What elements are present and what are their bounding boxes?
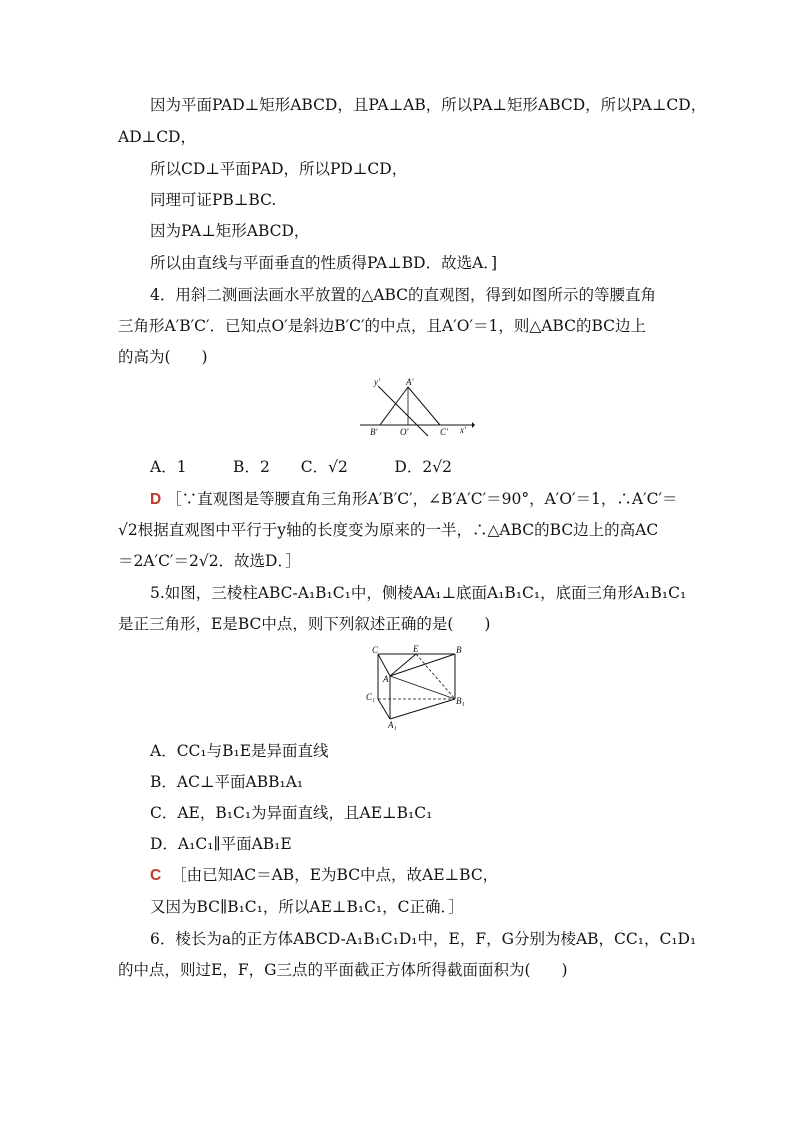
- segment-ab1: [390, 676, 455, 699]
- option-b: B．AC⊥平面ABB₁A₁: [150, 773, 304, 791]
- label-a: A: [383, 674, 389, 684]
- text-line: 同理可证PB⊥BC.: [150, 191, 277, 209]
- edge-ab: [390, 654, 455, 676]
- label-b1: B₁: [456, 696, 465, 706]
- label-c1: C₁: [366, 692, 376, 702]
- label-c: C′: [440, 427, 448, 437]
- oblique-projection-figure: [360, 378, 475, 440]
- answer-line-4: [150, 488, 678, 511]
- text-line: 因为平面PAD⊥矩形ABCD，且PA⊥AB，所以PA⊥矩形ABCD，所以PA⊥CD，: [150, 96, 707, 114]
- answer-4-text: ［∵直观图是等腰直角三角形A′B′C′，∠B′A′C′＝90°，A′O′＝1，∴A′C′＝: [166, 490, 678, 508]
- label-b: B: [456, 645, 462, 655]
- edge-a1b1: [390, 699, 455, 719]
- question-4-stem: 的高为( ): [118, 348, 208, 366]
- question-6-stem: 的中点，则过E，F，G三点的平面截正方体所得截面面积为( ): [118, 961, 568, 979]
- label-e: E: [413, 644, 419, 654]
- answer-line-5: [150, 864, 498, 887]
- option-d: D．A₁C₁∥平面AB₁E: [150, 835, 292, 853]
- text-line: 所以由直线与平面垂直的性质得PA⊥BD．故选A．]: [150, 254, 498, 272]
- question-4-options: A．1 B．2 C．√2 D．2√2: [150, 458, 452, 476]
- text-line: 所以CD⊥平面PAD，所以PD⊥CD，: [150, 160, 408, 178]
- question-5-stem: 是正三角形，E是BC中点，则下列叙述正确的是( ): [118, 615, 491, 633]
- question-4-stem: 4．用斜二测画法画水平放置的△ABC的直观图，得到如图所示的等腰直角: [150, 286, 657, 304]
- label-a1: A₁: [388, 720, 397, 730]
- prism-figure: [360, 644, 470, 732]
- text-line: ＝2A′C′＝2√2．故选D．］: [118, 552, 301, 570]
- label-y: y′: [374, 378, 380, 387]
- side-a-c: [408, 387, 440, 425]
- answer-4-letter: D: [150, 491, 162, 508]
- text-line: AD⊥CD，: [118, 128, 196, 146]
- text-line: 因为PA⊥矩形ABCD，: [150, 222, 310, 240]
- edge-ca: [378, 654, 390, 676]
- text-line: √2根据直观图中平行于y轴的长度变为原来的一半，∴△ABC的BC边上的高AC: [118, 521, 659, 539]
- label-c: C: [372, 645, 379, 655]
- question-6-stem: 6．棱长为a的正方体ABCD-A₁B₁C₁D₁中，E，F，G分别为棱AB，CC₁，C₁D₁: [150, 930, 697, 948]
- option-a: A．CC₁与B₁E是异面直线: [150, 742, 329, 760]
- option-c: C．AE，B₁C₁为异面直线，且AE⊥B₁C₁: [150, 804, 433, 822]
- answer-5-text: ［由已知AC＝AB，E为BC中点，故AE⊥BC，: [171, 866, 499, 884]
- label-b: B′: [370, 427, 378, 437]
- label-x: x′: [460, 425, 466, 435]
- label-a: A′: [406, 378, 414, 387]
- question-5-stem: 5.如图，三棱柱ABC-A₁B₁C₁中，侧棱AA₁⊥底面A₁B₁C₁，底面三角形A₁B₁C₁: [150, 584, 687, 602]
- text-line: 又因为BC∥B₁C₁，所以AE⊥B₁C₁，C正确．］: [150, 898, 464, 916]
- answer-5-letter: C: [150, 867, 162, 884]
- segment-ae: [390, 654, 416, 676]
- edge-c1a1: [378, 699, 390, 719]
- x-axis-arrow: [472, 422, 475, 428]
- question-4-stem: 三角形A′B′C′．已知点O′是斜边B′C′的中点，且A′O′＝1，则△ABC的BC边上: [118, 317, 647, 335]
- label-o: O′: [400, 427, 409, 437]
